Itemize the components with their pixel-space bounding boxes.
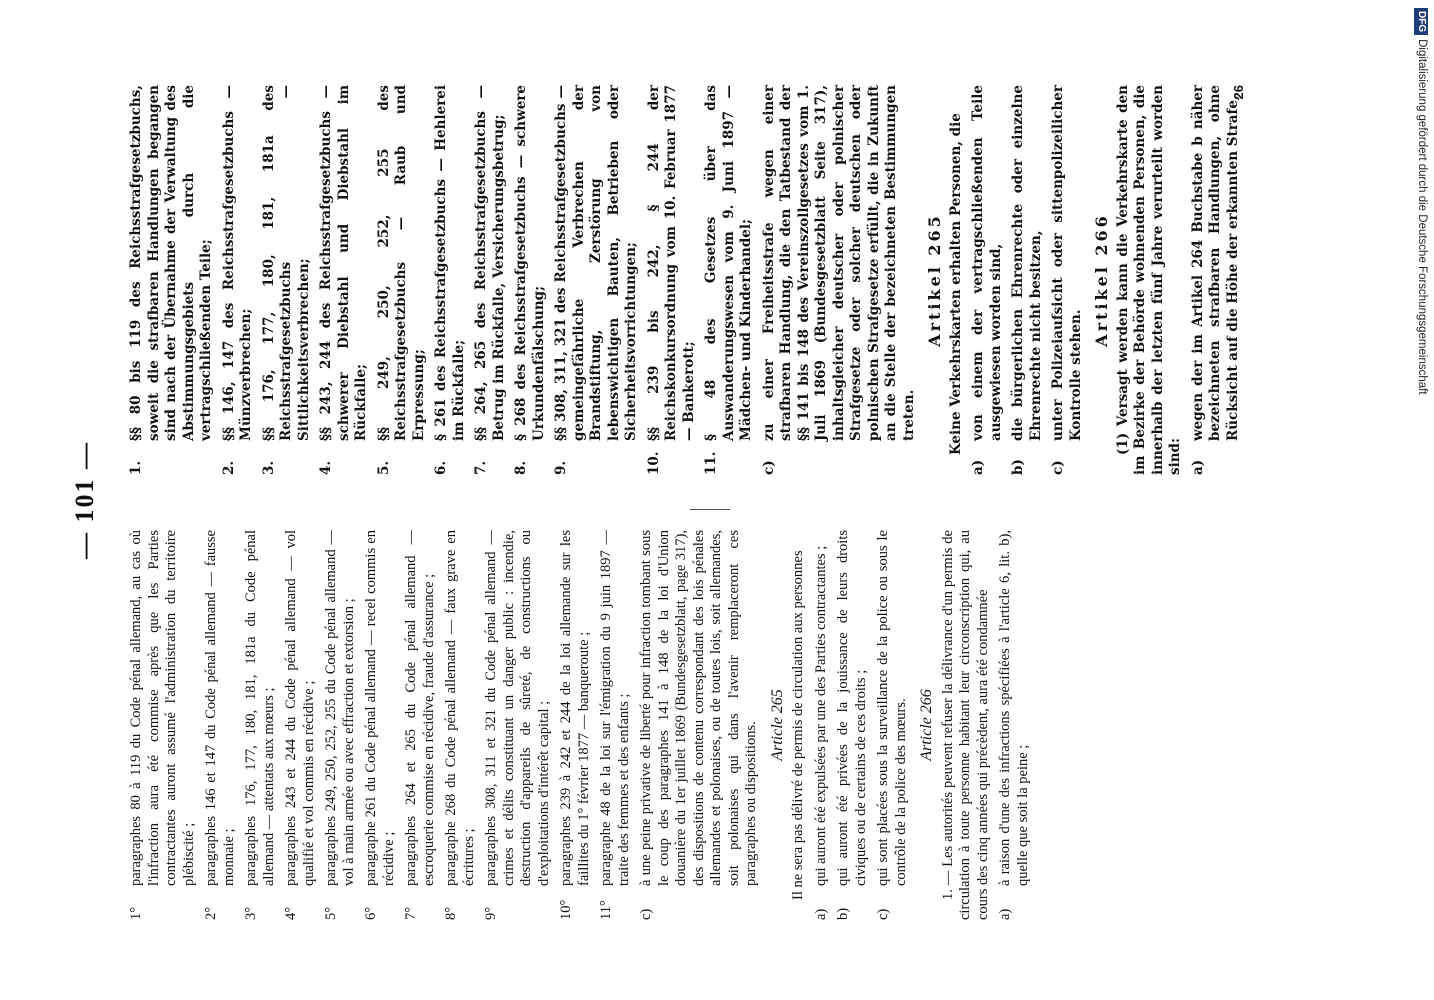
german-offence-item: [513, 85, 548, 475]
item-text: §§ 239 bis 242, § 244 der Reichskonkursordnung vom 10. Februar 1877 — Bankerott;: [645, 85, 697, 441]
dfg-logo: DFG: [1414, 8, 1428, 35]
item-number: 11.: [703, 451, 719, 475]
german-offence-item: [221, 85, 256, 475]
item-text: qui sont placées sous la surveillance de la police ou sous le contrôle de la police des mœurs.: [875, 530, 909, 886]
french-offence-item: [283, 530, 318, 920]
french-article-265-item: [813, 530, 831, 920]
item-number: 4.: [318, 460, 334, 475]
german-article-265-intro: Keine Verkehrskarten erhalten Personen, die: [947, 113, 964, 455]
german-offence-item: [128, 85, 216, 475]
german-article-265-item: [1050, 85, 1085, 475]
item-number: 8°: [443, 906, 459, 920]
item-number: 6.: [433, 460, 449, 475]
french-offence-list: [128, 530, 633, 920]
item-text: paragraphe 261 du Code pénal allemand — recel commis en récidive ;: [363, 530, 397, 886]
french-item-c: [638, 530, 761, 920]
item-number: c): [875, 908, 891, 920]
item-number: 5°: [323, 906, 339, 920]
item-text: paragraphe 48 de la loi sur l'émigration du 9 juin 1897 — traite des femmes et des enfants ;: [598, 530, 632, 886]
french-offence-item: [203, 530, 238, 920]
item-text: § 268 des Reichsstrafgesetzbuchs — schwere Urkundenfälschung;: [513, 85, 547, 441]
german-offence-item: [433, 85, 468, 475]
rotated-page-content: [50, 70, 1350, 930]
item-number: 2.: [220, 460, 237, 475]
item-number: a): [1189, 459, 1206, 475]
french-offence-item: [558, 530, 593, 920]
item-text: wegen der im Artikel 264 Buchstabe b näher bezeichneten strafbaren Handlungen, ohne Rücksicht auf die Höhe der erkannten Strafe,: [1189, 85, 1241, 441]
item-number: 1.: [128, 460, 144, 475]
french-offence-item: [598, 530, 633, 920]
item-text: §§ 249, 250, 252, 255 des Reichsstrafgesetzbuchs — Raub und Erpressung;: [375, 85, 427, 441]
item-text: von einem der vertragschließenden Teile ausgewiesen worden sind,: [970, 85, 1004, 441]
item-text: paragraphes 239 à 242 et 244 de la loi allemande sur les faillites du 1° février 1877 — banqueroute ;: [558, 530, 592, 886]
german-offence-item: [261, 85, 314, 475]
item-number: 6°: [363, 906, 379, 920]
french-offence-item: [128, 530, 198, 920]
item-text: qui auront été privées de la jouissance de leurs droits civiques ou de certains de ces droits ;: [835, 530, 869, 886]
item-text: à raison d'une des infractions spécifiées à l'article 6, lit. b), quelle que soit la peine ;: [997, 530, 1031, 886]
item-text: § 48 des Gesetzes über das Auswanderungswesen vom 9. Juni 1897 — Mädchen- und Kinderhandel;: [703, 85, 754, 441]
german-article-266-paragraph: (1) Versagt werden kann die Verkehrskarte den im Bezirke der Behörde wohnenden Personen, die innerhalb der letzten fünf Jahre verurteilt worden sind:: [1114, 85, 1183, 475]
french-article-265-item: [835, 530, 870, 920]
item-number: 10°: [558, 899, 574, 920]
item-number: c): [638, 908, 654, 920]
item-number: a): [997, 908, 1013, 920]
french-article-265-list: [813, 530, 911, 920]
item-text: § 261 des Reichsstrafgesetzbuchs — Hehlerei im Rückfalle;: [433, 85, 467, 441]
item-text: à une peine privative de liberté pour infraction tombant sous le coup des paragraphes 141 à 148 de la loi d'Union douanière du 1er juillet 1869 (Bundesgesetzblatt, page 317), des dispositions de contenu correspondant des lois pénales allemandes et polonaises, ou de toutes lois, soit allemandes, soit polonaises qui dans l'avenir remplaceront ces paragraphes ou dispositions.: [638, 530, 759, 886]
item-number: 3.: [260, 460, 277, 475]
item-number: a): [970, 459, 986, 475]
german-article-265-list: [970, 85, 1085, 475]
french-article-266-heading: Article 266: [918, 689, 935, 761]
item-text: §§ 176, 177, 180, 181, 181a des Reichsstrafgesetzbuchs — Sittlichkeitsverbrechen;: [260, 85, 312, 441]
item-number: 8.: [513, 460, 529, 475]
item-text: qui auront été expulsées par une des Parties contractantes ;: [812, 545, 829, 886]
french-column: [128, 530, 1037, 920]
item-text: paragraphe 268 du Code pénal allemand — faux grave en écritures ;: [443, 530, 477, 886]
german-article-266-item-a: [1190, 85, 1243, 475]
item-number: b): [1010, 459, 1026, 475]
item-text: §§ 80 bis 119 des Reichsstrafgesetzbuchs, soweit die strafbaren Handlungen begangen sind nach der Übernahme der Verwaltung des Abstimmungsgebiets durch die vertragschließenden Teile;: [128, 85, 214, 441]
item-text: §§ 243, 244 des Reichsstrafgesetzbuchs — schwerer Diebstahl und Diebstahl im Rückfalle;: [318, 85, 369, 441]
german-article-266-heading: Artikel 266: [1092, 213, 1111, 347]
french-offence-item: [403, 530, 438, 920]
item-text: paragraphes 308, 311 et 321 du Code pénal allemand — crimes et délits constituant un danger public : incendie, destruction d'appareils de sûreté, de constructions ou d'exploitations d'intérêt capital ;: [483, 530, 552, 886]
item-text: die bürgerlichen Ehrenrechte oder einzelne Ehrenrechte nicht besitzen,: [1010, 85, 1044, 441]
french-article-265-heading: Article 265: [768, 689, 786, 761]
german-offence-item: [703, 85, 756, 475]
item-number: 5.: [375, 460, 392, 475]
column-separator: [690, 509, 730, 510]
item-number: c): [1050, 460, 1066, 475]
item-number: 11°: [598, 900, 614, 920]
german-article-265-heading: Artikel 265: [925, 213, 944, 347]
digitization-credit-strip: [1412, 8, 1432, 988]
french-article-265-item: [875, 530, 910, 920]
german-offence-item: [473, 85, 508, 475]
item-text: paragraphes 249, 250, 252, 255 du Code pénal allemand — vol à main armée ou avec effraction et extorsion ;: [323, 530, 357, 886]
item-text: unter Polizeiaufsicht oder sittenpolizeilicher Kontrolle stehen.: [1050, 85, 1084, 441]
french-article-266-item-a: [997, 530, 1032, 920]
french-offence-item: [443, 530, 478, 920]
signature-number: 26: [1230, 85, 1246, 100]
german-offence-item: [553, 85, 641, 475]
german-offence-item: [318, 85, 371, 475]
item-number: 9.: [553, 460, 569, 475]
credit-text: Digitalisierung gefördert durch die Deutsche Forschungsgemeinschaft: [1416, 39, 1428, 395]
item-number: 2°: [203, 906, 219, 920]
item-number: 7.: [473, 460, 489, 475]
item-text: paragraphes 243 et 244 du Code pénal allemand — vol qualifié et vol commis en récidive ;: [283, 530, 317, 886]
item-text: paragraphes 264 et 265 du Code pénal allemand — escroquerie commise en récidive, fraude d'assurance ;: [403, 530, 437, 886]
item-text: zu einer Freiheitsstrafe wegen einer strafbaren Handlung, die den Tatbestand der §§ 141 bis 148 des Vereinszollgesetzes vom 1. Juli 1869 (Bundesgesetzblatt Seite 317), inhaltsgleicher deutscher oder polnischer Strafgesetze oder solcher deutschen oder polnischen Strafgesetze erfüllt, die in Zukunft an die Stelle der bezeichneten Bestimmungen treten.: [760, 85, 917, 441]
item-number: 1°: [128, 906, 144, 920]
item-number: c): [760, 460, 777, 475]
item-text: paragraphes 80 à 119 du Code pénal allemand, au cas où l'infraction aura été commise après que les Parties contractantes auront assumé l'administration du territoire plébiscité ;: [128, 530, 197, 886]
page-number: — 101 —: [70, 441, 99, 559]
french-offence-item: [483, 530, 553, 920]
german-article-265-item: [970, 85, 1005, 475]
item-number: 7°: [403, 906, 419, 920]
digitization-credit: [1412, 8, 1432, 988]
german-column: [128, 85, 1247, 475]
item-number: 9°: [483, 906, 499, 920]
item-text: §§ 146, 147 des Reichsstrafgesetzbuchs — Münzverbrechen;: [220, 85, 254, 441]
german-article-265-item: [1010, 85, 1045, 475]
german-offence-item: [646, 85, 699, 475]
item-number: 10.: [645, 451, 662, 475]
french-article-266-paragraph: 1. — Les autorités peuvent refuser la délivrance d'un permis de circulation à toute personne habitant leur circonscription qui, au cours des cinq années qui précèdent, aura été condamnée: [939, 530, 991, 920]
item-text: paragraphes 176, 177, 180, 181, 181a du Code pénal allemand — attentats aux mœurs ;: [243, 530, 277, 886]
item-text: §§ 264, 265 des Reichsstrafgesetzbuchs — Betrug im Rückfalle, Versicherungsbetrug;: [473, 85, 507, 441]
german-offence-list: [128, 85, 756, 475]
item-number: a): [812, 908, 829, 920]
item-number: b): [835, 907, 851, 920]
item-text: paragraphes 146 et 147 du Code pénal allemand — fausse monnaie ;: [203, 530, 237, 886]
german-offence-item: [376, 85, 429, 475]
french-offence-item: [323, 530, 358, 920]
item-text: §§ 308, 311, 321 des Reichsstrafgesetzbuchs — gemeingefährliche Verbrechen der Brandstiftung, Zerstörung von lebenswichtigen Bauten, Betrieben oder Sicherheitsvorrichtungen;: [553, 85, 639, 441]
french-offence-item: [363, 530, 398, 920]
item-number: 3°: [243, 906, 259, 920]
german-item-c: [761, 85, 919, 475]
item-number: 4°: [283, 906, 299, 920]
french-offence-item: [243, 530, 278, 920]
french-article-265-intro: Il ne sera pas délivré de permis de circulation aux personnes: [790, 550, 806, 900]
